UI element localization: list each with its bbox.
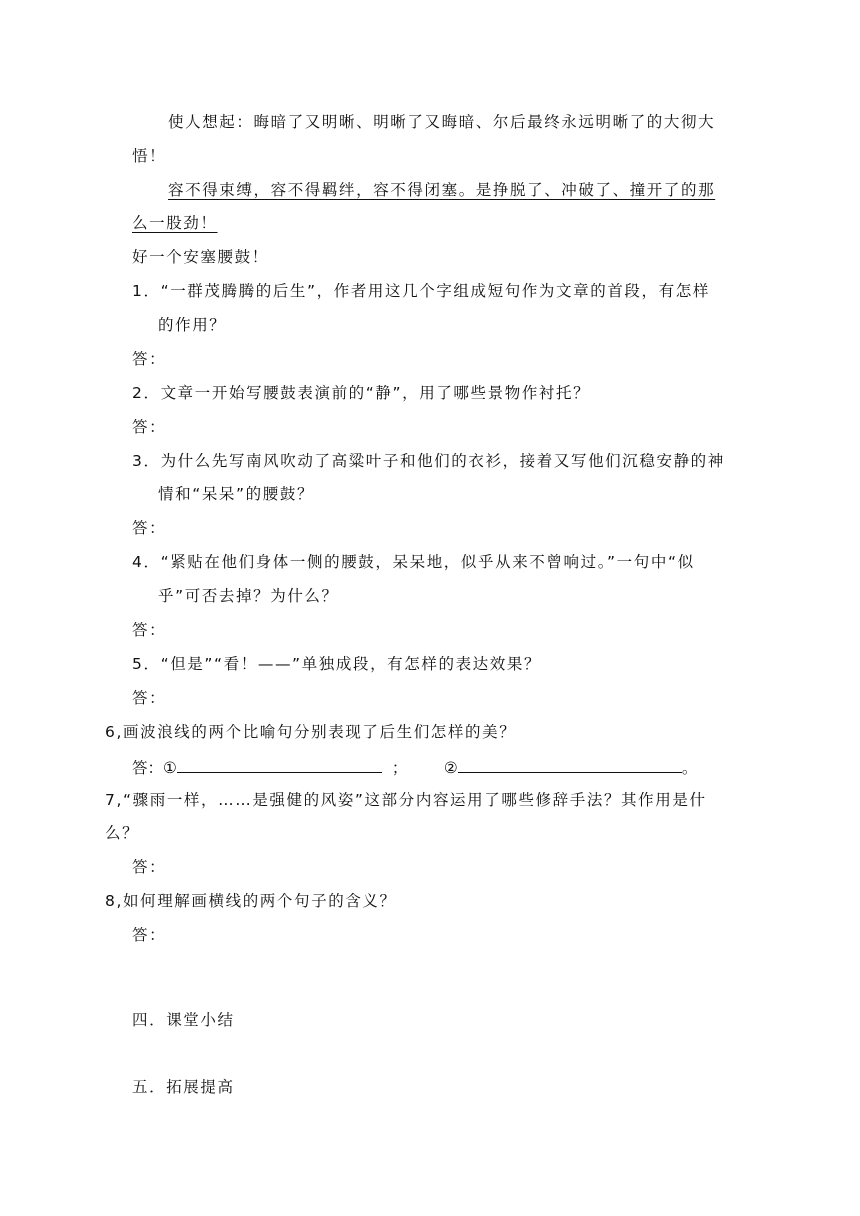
answer-blank-1[interactable]: [177, 756, 382, 773]
answer-label: 答：: [132, 350, 167, 368]
answer-marker-2: ②: [443, 759, 458, 777]
question-number: 6,: [105, 723, 123, 741]
section-heading-summary: 四．课堂小结: [132, 1011, 235, 1029]
question-3: [132, 451, 725, 471]
question-5: [132, 654, 541, 674]
question-1: [132, 281, 710, 301]
question-number: 2．: [132, 384, 161, 402]
passage-line: 好一个安塞腰鼓！: [132, 248, 269, 266]
question-text: 么？: [105, 824, 140, 842]
question-4: [132, 552, 695, 572]
question-text: 乎”可否去掉？为什么？: [158, 587, 339, 605]
passage-line: 使人想起：晦暗了又明晰、明晰了又晦暗、尔后最终永远明晰了的大彻大: [168, 113, 716, 131]
question-text: 的作用？: [158, 316, 227, 334]
answer-label: 答：①: [132, 759, 177, 777]
answer-row-q6: [132, 756, 697, 778]
underlined-sentence: 么一股劲！: [132, 214, 218, 232]
answer-label: 答：: [132, 689, 167, 707]
passage-line: 悟！: [132, 147, 167, 165]
question-text: 如何理解画横线的两个句子的含义？: [123, 892, 397, 910]
underlined-sentence: 容不得束缚，容不得羁绊，容不得闭塞。是挣脱了、冲破了、撞开了的那: [168, 181, 716, 199]
question-text: “但是”“看！——”单独成段，有怎样的表达效果？: [160, 655, 542, 673]
answer-label: 答：: [132, 858, 167, 876]
question-text: 文章一开始写腰鼓表演前的“静”，用了哪些景物作衬托？: [160, 384, 591, 402]
question-text: “一群茂腾腾的后生”，作者用这几个字组成短句作为文章的首段，有怎样: [160, 282, 710, 300]
question-number: 1．: [132, 282, 161, 300]
answer-label: 答：: [132, 926, 167, 944]
answer-label: 答：: [132, 621, 167, 639]
question-6: [105, 722, 516, 742]
section-heading-extension: 五．拓展提高: [132, 1078, 235, 1096]
answer-label: 答：: [132, 519, 167, 537]
end-mark: 。: [681, 759, 698, 777]
question-number: 7,: [105, 791, 123, 809]
question-text: 为什么先写南风吹动了高粱叶子和他们的衣衫，接着又写他们沉稳安静的神: [160, 452, 725, 470]
question-number: 3．: [132, 452, 161, 470]
question-number: 4．: [132, 553, 161, 571]
question-number: 5．: [132, 655, 161, 673]
answer-blank-2[interactable]: [458, 756, 682, 773]
question-8: [105, 891, 397, 911]
answer-label: 答：: [132, 418, 167, 436]
separator: ；: [391, 759, 408, 777]
question-number: 8,: [105, 892, 123, 910]
question-text: “骤雨一样，……是强健的风姿”这部分内容运用了哪些修辞手法？其作用是什: [123, 791, 707, 809]
question-text: “紧贴在他们身体一侧的腰鼓，呆呆地，似乎从来不曾响过。”一句中“似: [160, 553, 695, 571]
question-2: [132, 383, 590, 403]
question-text: 情和“呆呆”的腰鼓？: [158, 485, 315, 503]
question-7: [105, 790, 707, 810]
question-text: 画波浪线的两个比喻句分别表现了后生们怎样的美？: [123, 723, 517, 741]
